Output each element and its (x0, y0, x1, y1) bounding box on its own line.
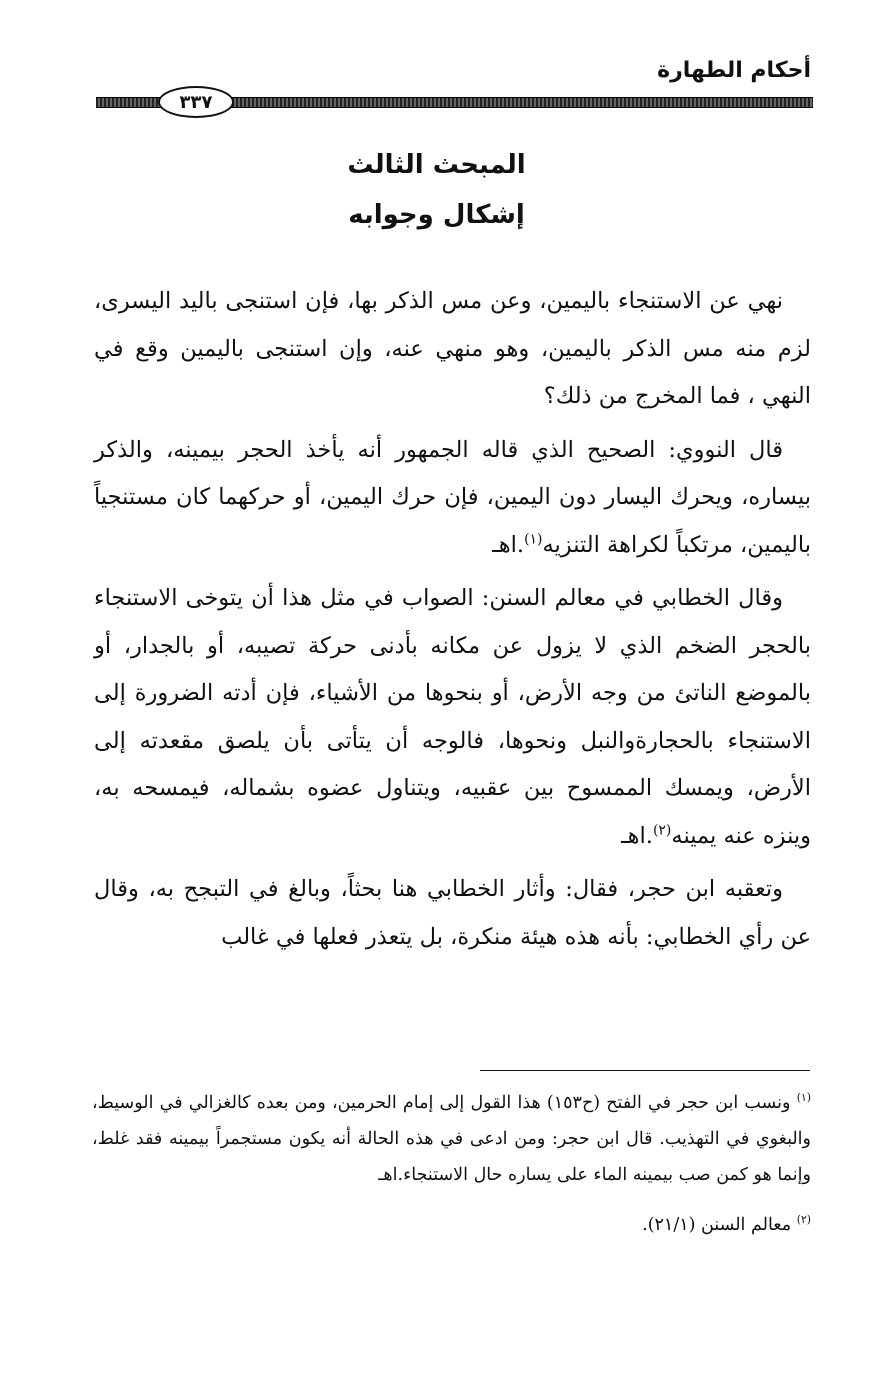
footnote-marker: (٢) (796, 1213, 811, 1227)
section-heading: المبحث الثالث (347, 150, 526, 180)
paragraph-tail: .اهـ (621, 822, 653, 849)
footnote-ref: (٢) (652, 822, 672, 838)
paragraph-tail: .اهـ (492, 531, 525, 558)
paragraph: نهي عن الاستنجاء باليمين، وعن مس الذكر بها، فإن استنجى باليد اليسرى، لزم منه مس الذكر باليمين، وهو منهي عنه، وإن استنجى باليمين وقع في النهي ، فما المخرج من ذلك؟ (94, 288, 811, 409)
running-title: أحكام الطهارة (657, 58, 811, 83)
paragraph-text: وقال الخطابي في معالم السنن: الصواب في مثل هذا أن يتوخى الاستنجاء بالحجر الضخم الذي لا يزول عن مكانه بأدنى حركة تصيبه، أو بالجدار، أو بالموضع الناتئ من وجه الأرض، أو بنحوها من الأشياء، فإن أدته الضرورة إلى الاستنجاء بالحجارةوالنبل ونحوها، فالوجه أن يتأتى بأن يلصق مقعدته إلى الأرض، ويمسك الممسوح بين عقبيه، ويتناول عضوه بشماله، فيمسحه به، وينزه عنه يمينه (94, 585, 811, 849)
paragraph (94, 575, 811, 860)
paragraph-text: قال النووي: الصحيح الذي قاله الجمهور أنه يأخذ الحجر بيمينه، والذكر بيساره، ويحرك اليسار دون اليمين، فإن حرك اليمين، أو حركهما كان مستنجياً باليمين، مرتكباً لكراهة التنزيه (94, 436, 811, 558)
footnote-ref: (١) (524, 531, 543, 547)
paragraph (94, 427, 811, 570)
footnote-separator (480, 1070, 810, 1071)
footnote (92, 1207, 811, 1243)
footnote-text: ونسب ابن حجر في الفتح (ح١٥٣) هذا القول إلى إمام الحرمين، ومن بعده كالغزالي في الوسيط، والبغوي في التهذيب. قال ابن حجر: ومن ادعى في هذه الحالة أنه يكون مستجمراً بيمينه فقد غلط، وإنما هو كمن صب بيمينه الماء على يساره حال الاستنجاء.اهـ (92, 1093, 811, 1185)
page-number: ٣٣٧ (158, 86, 234, 118)
footnote-marker: (١) (796, 1091, 811, 1105)
section-subtitle: إشكال وجوابه (348, 200, 525, 230)
footnote (92, 1085, 811, 1193)
paragraph: وتعقبه ابن حجر، فقال: وأثار الخطابي هنا بحثاً، وبالغ في التبجح به، وقال عن رأي الخطابي: بأنه هذه هيئة منكرة، بل يتعذر فعلها في غالب (94, 876, 811, 950)
footnotes (92, 1085, 811, 1243)
footnote-text: معالم السنن (٢١/١). (642, 1215, 792, 1235)
body-text (94, 278, 811, 967)
